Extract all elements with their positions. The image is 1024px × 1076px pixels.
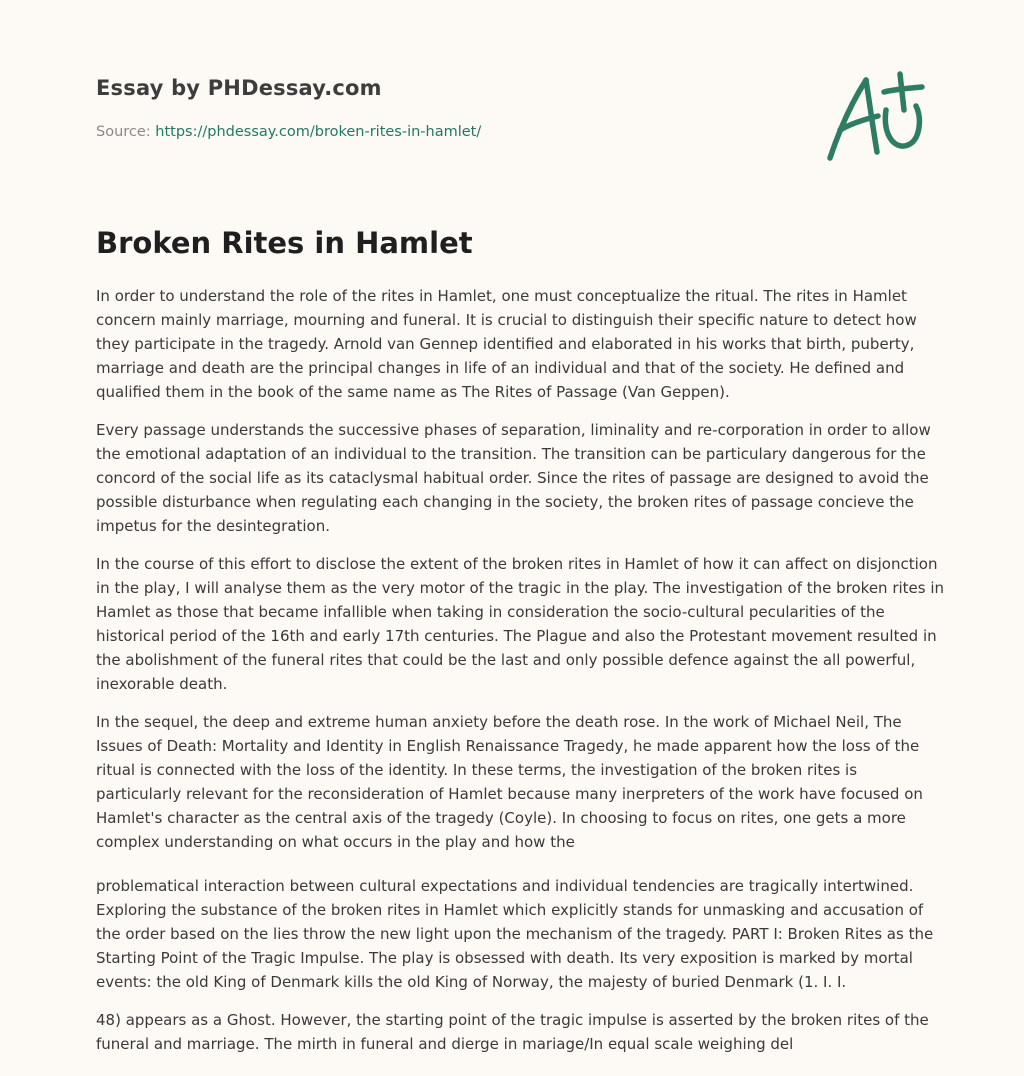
- source-label: Source:: [96, 124, 156, 140]
- source-line: [96, 124, 481, 140]
- site-brand: Essay by PHDessay.com: [96, 76, 382, 100]
- essay-paragraph: In the course of this effort to disclose the extent of the broken rites in Hamlet of how it can affect on disjonction in the play, I will analyse them as the very motor of the tragic in the play. The investigation of the broken rites in Hamlet as those that became infallible when taking in consideration the socio-cultural pecularities of the historical period of the 16th and early 17th centuries. The Plague and also the Protestant movement resulted in the abolishment of the funeral rites that could be the last and only possible defence against the all powerful, inexorable death.: [96, 555, 945, 693]
- source-link[interactable]: https://phdessay.com/broken-rites-in-hamlet/: [155, 124, 482, 140]
- essay-paragraph: 48) appears as a Ghost. However, the starting point of the tragic impulse is asserted by the broken rites of the funeral and marriage. The mirth in funeral and dierge in mariage/In equal scale weighing del: [96, 1011, 929, 1053]
- a-plus-logo-icon: [820, 66, 930, 166]
- essay-paragraph: problematical interaction between cultural expectations and individual tendencies are tragically intertwined. Exploring the substance of the broken rites in Hamlet which explicitly stands for unmasking and accusation of the order based on the lies throw the new light upon the mechanism of the tragedy. PART I: Broken Rites as the Starting Point of the Tragic Impulse. The play is obsessed with death. Its very exposition is marked by mortal events: the old King of Denmark kills the old King of Norway, the majesty of buried Denmark (1. I. I.: [96, 877, 934, 991]
- essay-title: Broken Rites in Hamlet: [96, 226, 473, 260]
- essay-paragraph: Every passage understands the successive phases of separation, liminality and re-corporation in order to allow the emotional adaptation of an individual to the transition. The transition can be particulary dangerous for the concord of the social life as its cataclysmal habitual order. Since the rites of passage are designed to avoid the possible disturbance when regulating each changing in the society, the broken rites of passage concieve the impetus for the desintegration.: [96, 421, 931, 535]
- essay-paragraph: In order to understand the role of the rites in Hamlet, one must conceptualize the ritual. The rites in Hamlet concern mainly marriage, mourning and funeral. It is crucial to distinguish their specific nature to detect how they participate in the tragedy. Arnold van Gennep identified and elaborated in his works that birth, puberty, marriage and death are the principal changes in life of an individual and that of the society. He defined and qualified them in the book of the same name as The Rites of Passage (Van Geppen).: [96, 287, 917, 401]
- essay-body: [96, 284, 946, 1070]
- essay-paragraph: In the sequel, the deep and extreme human anxiety before the death rose. In the work of Michael Neil, The Issues of Death: Mortality and Identity in English Renaissance Tragedy, he made apparent how the loss of the ritual is connected with the loss of the identity. In these terms, the investigation of the broken rites is particularly relevant for the reconsideration of Hamlet because many inerpreters of the work have focused on Hamlet's character as the central axis of the tragedy (Coyle). In choosing to focus on rites, one gets a more complex understanding on what occurs in the play and how the: [96, 713, 923, 851]
